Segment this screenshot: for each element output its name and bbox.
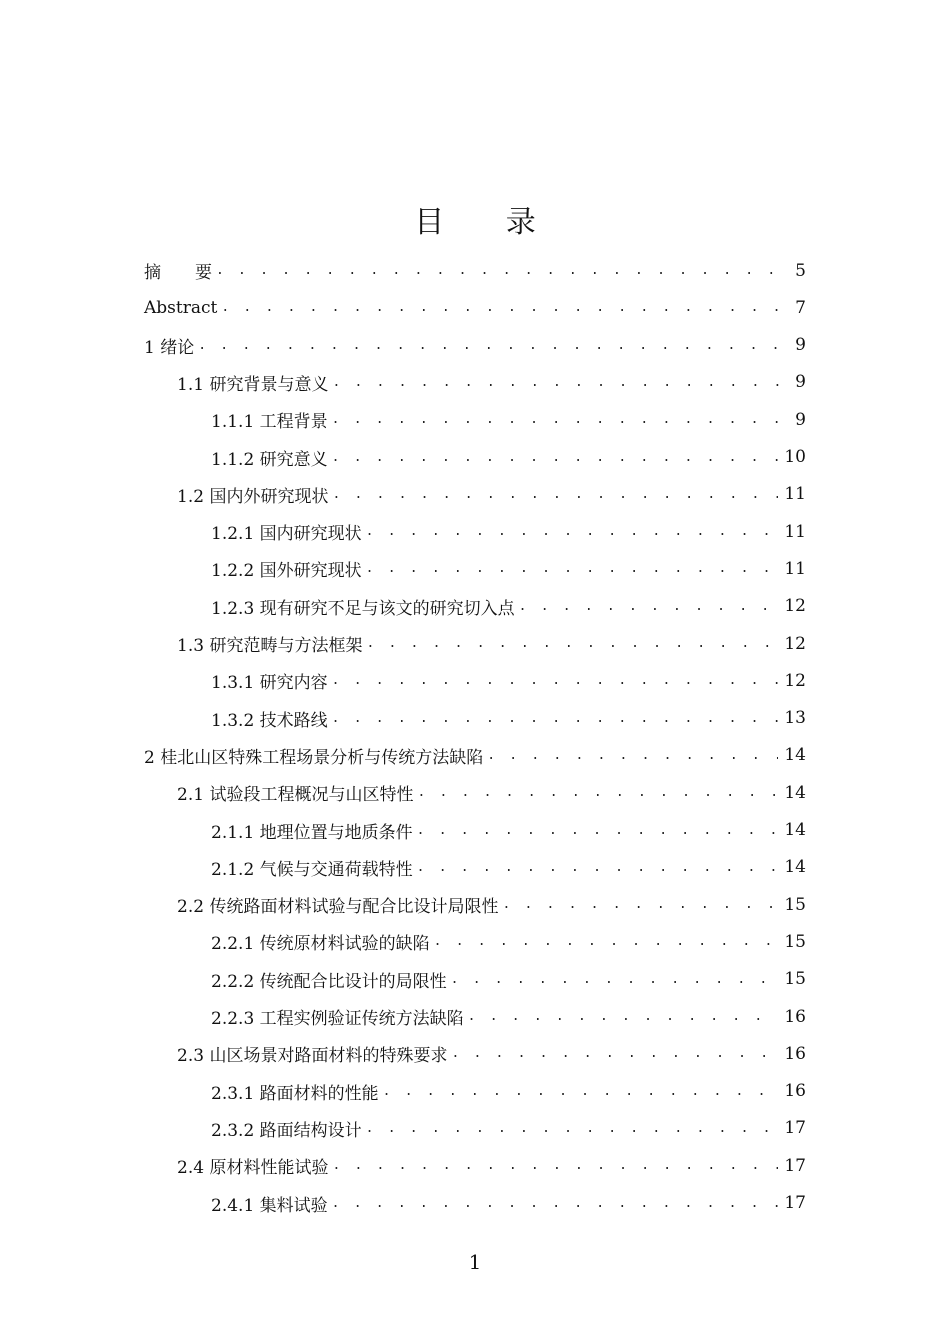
- toc-leader-dots: [216, 263, 789, 278]
- toc-entry[interactable]: [211, 401, 806, 438]
- toc-entry-page: 12: [784, 596, 806, 617]
- toc-entry-label: Abstract: [144, 297, 218, 318]
- toc-entry-label: 2.3.2 路面结构设计: [211, 1120, 362, 1141]
- toc-entry-page: 9: [795, 335, 806, 356]
- toc-entry-label: 2.3.1 路面材料的性能: [211, 1083, 379, 1104]
- toc-entry[interactable]: [177, 774, 806, 811]
- toc-entry-label: 1.1.1 工程背景: [211, 412, 328, 433]
- toc-entry[interactable]: [211, 439, 806, 476]
- toc-leader-dots: [417, 860, 779, 875]
- toc-entry-label: 摘 要: [144, 263, 212, 283]
- toc-entry[interactable]: [211, 1073, 806, 1110]
- toc-entry-page: 11: [784, 484, 806, 505]
- toc-entry[interactable]: [177, 886, 806, 923]
- toc-entry[interactable]: [211, 998, 806, 1035]
- toc-leader-dots: [451, 1046, 778, 1061]
- toc-leader-dots: [366, 561, 779, 576]
- toc-entry-page: 11: [784, 521, 806, 542]
- toc-leader-dots: [502, 897, 778, 912]
- toc-leader-dots: [519, 599, 779, 614]
- toc-entry-label: 1.1.2 研究意义: [211, 449, 328, 470]
- toc-entry-page: 17: [784, 1193, 806, 1213]
- page-number: 1: [468, 1250, 482, 1274]
- toc-entry[interactable]: [211, 588, 806, 625]
- toc-entry-label: 1.3.1 研究内容: [211, 673, 328, 694]
- toc-entry[interactable]: [177, 476, 806, 513]
- toc-entry-page: 11: [784, 558, 806, 579]
- toc-leader-dots: [332, 412, 790, 427]
- toc-entry-label: 1.3 研究范畴与方法框架: [177, 636, 363, 656]
- toc-leader-dots: [332, 375, 789, 390]
- toc-entry[interactable]: [211, 550, 806, 587]
- toc-entry-page: 16: [784, 1043, 806, 1064]
- toc-leader-dots: [434, 934, 779, 949]
- toc-title: 目 录: [414, 205, 562, 240]
- toc-entry-label: 2.2.1 传统原材料试验的缺陷: [211, 934, 430, 955]
- toc-leader-dots: [332, 711, 779, 726]
- toc-entry[interactable]: [211, 849, 806, 886]
- toc-leader-dots: [366, 636, 778, 651]
- toc-leader-dots: [417, 785, 778, 800]
- toc-entry[interactable]: [211, 662, 806, 699]
- toc-entry-page: 12: [784, 670, 806, 691]
- toc-leader-dots: [332, 673, 779, 688]
- toc-entry-page: 17: [784, 1118, 806, 1139]
- toc-entry-page: 9: [795, 409, 806, 430]
- toc-entry[interactable]: [177, 1035, 806, 1072]
- toc-entry[interactable]: [144, 289, 806, 326]
- toc-entry-label: 2.3 山区场景对路面材料的特殊要求: [177, 1046, 448, 1067]
- toc-entry-page: 14: [784, 820, 806, 840]
- toc-entry-page: 10: [784, 447, 806, 467]
- toc-leader-dots: [366, 1121, 779, 1136]
- toc-entry[interactable]: [177, 364, 806, 401]
- toc-entry-label: 1.2.2 国外研究现状: [211, 561, 362, 582]
- toc-entry[interactable]: [144, 327, 806, 364]
- toc-leader-dots: [383, 1084, 779, 1099]
- toc-entry-page: 15: [784, 931, 806, 952]
- toc-entry[interactable]: [211, 1110, 806, 1147]
- toc-entry[interactable]: [211, 1185, 806, 1222]
- toc-entry-label: 1.2.1 国内研究现状: [211, 524, 362, 545]
- toc-leader-dots: [487, 748, 778, 763]
- toc-entry-page: 16: [784, 1081, 806, 1102]
- toc-leader-dots: [332, 450, 779, 465]
- toc-entry-page: 7: [795, 297, 806, 318]
- toc-entry-page: 14: [784, 857, 806, 878]
- toc-entry-page: 15: [784, 969, 806, 990]
- toc-leader-dots: [332, 1158, 778, 1173]
- toc-leader-dots: [198, 338, 789, 353]
- toc-entry[interactable]: [211, 812, 806, 849]
- toc-leader-dots: [221, 300, 789, 315]
- toc-entry-page: 5: [795, 260, 806, 281]
- toc-entry-page: 16: [784, 1006, 806, 1027]
- toc-entry[interactable]: [177, 1147, 806, 1184]
- toc-leader-dots: [366, 524, 779, 539]
- toc-entry[interactable]: [211, 513, 806, 550]
- toc-entry[interactable]: [144, 252, 806, 289]
- toc-entry-label: 2.2.3 工程实例验证传统方法缺陷: [211, 1009, 464, 1029]
- toc-entry[interactable]: [144, 737, 806, 774]
- toc-entry[interactable]: [177, 625, 806, 662]
- toc-entry-label: 2.1.1 地理位置与地质条件: [211, 822, 413, 843]
- toc-entry-page: 13: [784, 708, 806, 729]
- toc-entry-label: 1 绪论: [144, 337, 195, 358]
- toc-entry-label: 2.4 原材料性能试验: [177, 1158, 329, 1179]
- toc-leader-dots: [417, 823, 779, 838]
- toc-entry[interactable]: [211, 961, 806, 998]
- toc-entry-page: 14: [784, 782, 806, 803]
- toc-entry-label: 2.1 试验段工程概况与山区特性: [177, 785, 414, 806]
- toc-leader-dots: [332, 1196, 779, 1211]
- toc-entry-label: 1.2 国内外研究现状: [177, 486, 329, 507]
- toc-entry-page: 15: [784, 894, 806, 915]
- toc-entry-page: 9: [795, 372, 806, 393]
- toc-entry-label: 2.2.2 传统配合比设计的局限性: [211, 971, 447, 992]
- toc-leader-dots: [468, 1009, 779, 1024]
- toc-entry-label: 2.1.2 气候与交通荷载特性: [211, 859, 413, 880]
- toc-leader-dots: [332, 487, 778, 502]
- toc-entry-page: 12: [784, 633, 806, 654]
- toc-entry-label: 2.4.1 集料试验: [211, 1195, 328, 1216]
- toc-entry-label: 1.2.3 现有研究不足与该文的研究切入点: [211, 598, 515, 619]
- toc-entry-label: 1.3.2 技术路线: [211, 710, 328, 731]
- toc-entry[interactable]: [211, 700, 806, 737]
- toc-entry-page: 14: [784, 745, 806, 766]
- toc-entry-label: 2.2 传统路面材料试验与配合比设计局限性: [177, 897, 499, 918]
- toc-entry-label: 2 桂北山区特殊工程场景分析与传统方法缺陷: [144, 747, 484, 768]
- toc-entry-label: 1.1 研究背景与意义: [177, 374, 329, 395]
- toc-entry[interactable]: [211, 923, 806, 960]
- toc-leader-dots: [451, 972, 779, 987]
- toc-entry-page: 17: [784, 1155, 806, 1176]
